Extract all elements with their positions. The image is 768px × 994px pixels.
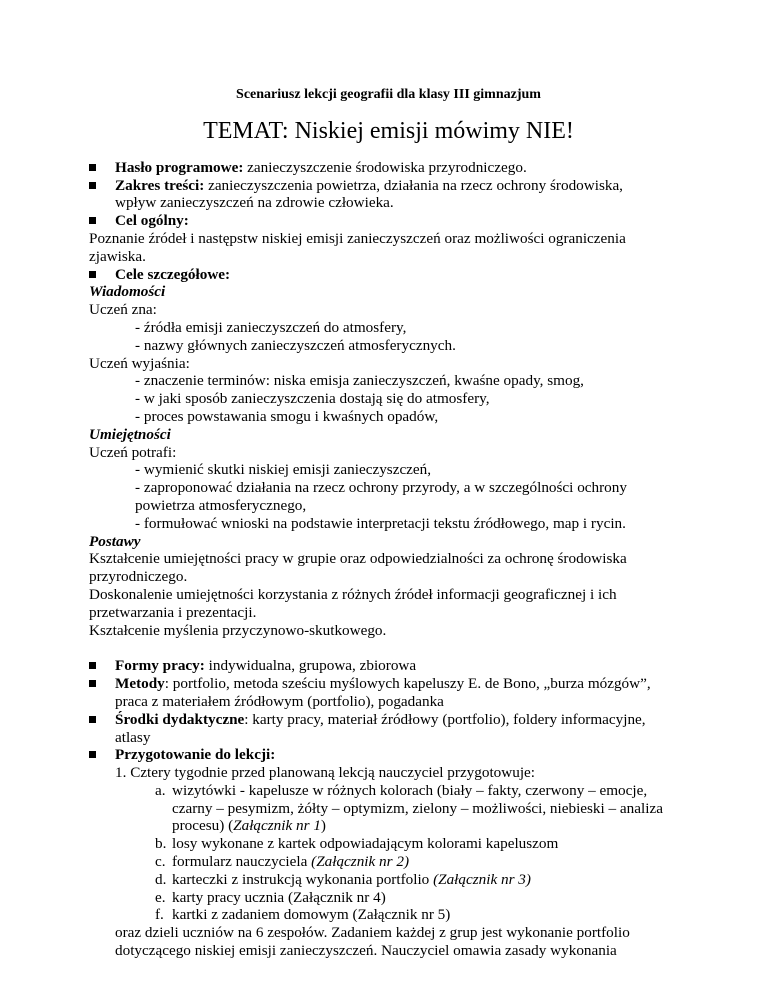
- list-item-a-continued: czarny – pesymizm, żółty – optymizm, zielony – możliwości, niebieski – analiza: [172, 799, 663, 817]
- final-paragraph: oraz dzieli uczniów na 6 zespołów. Zadaniem każdej z grup jest wykonanie portfolio: [115, 924, 630, 942]
- list-item-a-continued: procesu) (Załącznik nr 1): [172, 817, 326, 835]
- bullet-cele-szczegolowe: Cele szczegółowe:: [89, 266, 688, 284]
- list-item-a: a. wizytówki - kapelusze w różnych kolorach (biały – fakty, czerwony – emocje,: [155, 781, 648, 799]
- final-paragraph: dotyczącego niskiej emisji zanieczyszczeń. Nauczyciel omawia zasady wykonania: [115, 942, 617, 960]
- wyjasnia-item: - proces powstawania smogu i kwaśnych opadów,: [135, 407, 439, 425]
- bullet-cel-ogolny: Cel ogólny:: [89, 212, 688, 230]
- wyjasnia-item: - w jaki sposób zanieczyszczenia dostają się do atmosfery,: [135, 390, 490, 408]
- cel-ogolny-text-2: zjawiska.: [89, 247, 146, 265]
- metody-continued: praca z materiałem źródłowym (portfolio), pogadanka: [115, 692, 444, 710]
- heading-umiejetnosci: Umiejętności: [89, 425, 171, 443]
- postawy-text: Kształcenie myślenia przyczynowo-skutkowego.: [89, 621, 387, 639]
- step-1: 1. Cztery tygodnie przed planowaną lekcją nauczyciel przygotowuje:: [115, 764, 536, 782]
- bullet-haslo: Hasło programowe: zanieczyszczenie środowiska przyrodniczego.: [89, 159, 688, 177]
- heading-postawy: Postawy: [89, 532, 141, 550]
- uczen-zna: Uczeń zna:: [89, 301, 157, 319]
- document-title: TEMAT: Niskiej emisji mówimy NIE!: [203, 117, 574, 144]
- potrafi-item: - wymienić skutki niskiej emisji zanieczyszczeń,: [135, 461, 432, 479]
- bullet-przygotowanie: Przygotowanie do lekcji:: [89, 746, 688, 764]
- heading-wiadomosci: Wiadomości: [89, 283, 166, 301]
- bullet-zakres: Zakres treści: zanieczyszczenia powietrza, działania na rzecz ochrony środowiska,: [89, 177, 688, 195]
- bullet-formy-pracy: Formy pracy: indywidualna, grupowa, zbiorowa: [89, 657, 688, 675]
- postawy-text: Doskonalenie umiejętności korzystania z różnych źródeł informacji geograficznej i ich: [89, 585, 617, 603]
- potrafi-item: - zaproponować działania na rzecz ochrony przyrody, a w szczególności ochrony: [135, 479, 627, 497]
- zakres-continued: wpływ zanieczyszczeń na zdrowie człowieka.: [115, 194, 394, 212]
- spacer: [89, 639, 688, 657]
- list-item-c: c. formularz nauczyciela (Załącznik nr 2): [155, 853, 410, 871]
- potrafi-item-continued: powietrza atmosferycznego,: [135, 496, 307, 514]
- wyjasnia-item: - znaczenie terminów: niska emisja zanieczyszczeń, kwaśne opady, smog,: [135, 372, 584, 390]
- document-subtitle: Scenariusz lekcji geografii dla klasy III gimnazjum: [236, 87, 541, 102]
- uczen-wyjasnia: Uczeń wyjaśnia:: [89, 354, 190, 372]
- zna-item: - nazwy głównych zanieczyszczeń atmosferycznych.: [135, 336, 456, 354]
- postawy-text: przetwarzania i prezentacji.: [89, 603, 257, 621]
- postawy-text: Kształcenie umiejętności pracy w grupie oraz odpowiedzialności za ochronę środowiska: [89, 550, 627, 568]
- list-item-e: e. karty pracy ucznia (Załącznik nr 4): [155, 888, 386, 906]
- postawy-text: przyrodniczego.: [89, 568, 188, 586]
- list-item-d: d. karteczki z instrukcją wykonania portfolio (Załącznik nr 3): [155, 870, 531, 888]
- bullet-metody: Metody: portfolio, metoda sześciu myślowych kapeluszy E. de Bono, „burza mózgów”,: [89, 675, 688, 693]
- list-item-f: f. kartki z zadaniem domowym (Załącznik nr 5): [155, 906, 451, 924]
- zna-item: - źródła emisji zanieczyszczeń do atmosfery,: [135, 318, 407, 336]
- uczen-potrafi: Uczeń potrafi:: [89, 443, 177, 461]
- cel-ogolny-text: Poznanie źródeł i następstw niskiej emisji zanieczyszczeń oraz możliwości ograniczenia: [89, 229, 626, 247]
- list-item-b: b. losy wykonane z kartek odpowiadającym kolorami kapeluszom: [155, 835, 559, 853]
- srodki-continued: atlasy: [115, 728, 151, 746]
- bullet-srodki: Środki dydaktyczne: karty pracy, materiał źródłowy (portfolio), foldery informacyjne,: [89, 711, 688, 729]
- potrafi-item: - formułować wnioski na podstawie interpretacji tekstu źródłowego, map i rycin.: [135, 514, 626, 532]
